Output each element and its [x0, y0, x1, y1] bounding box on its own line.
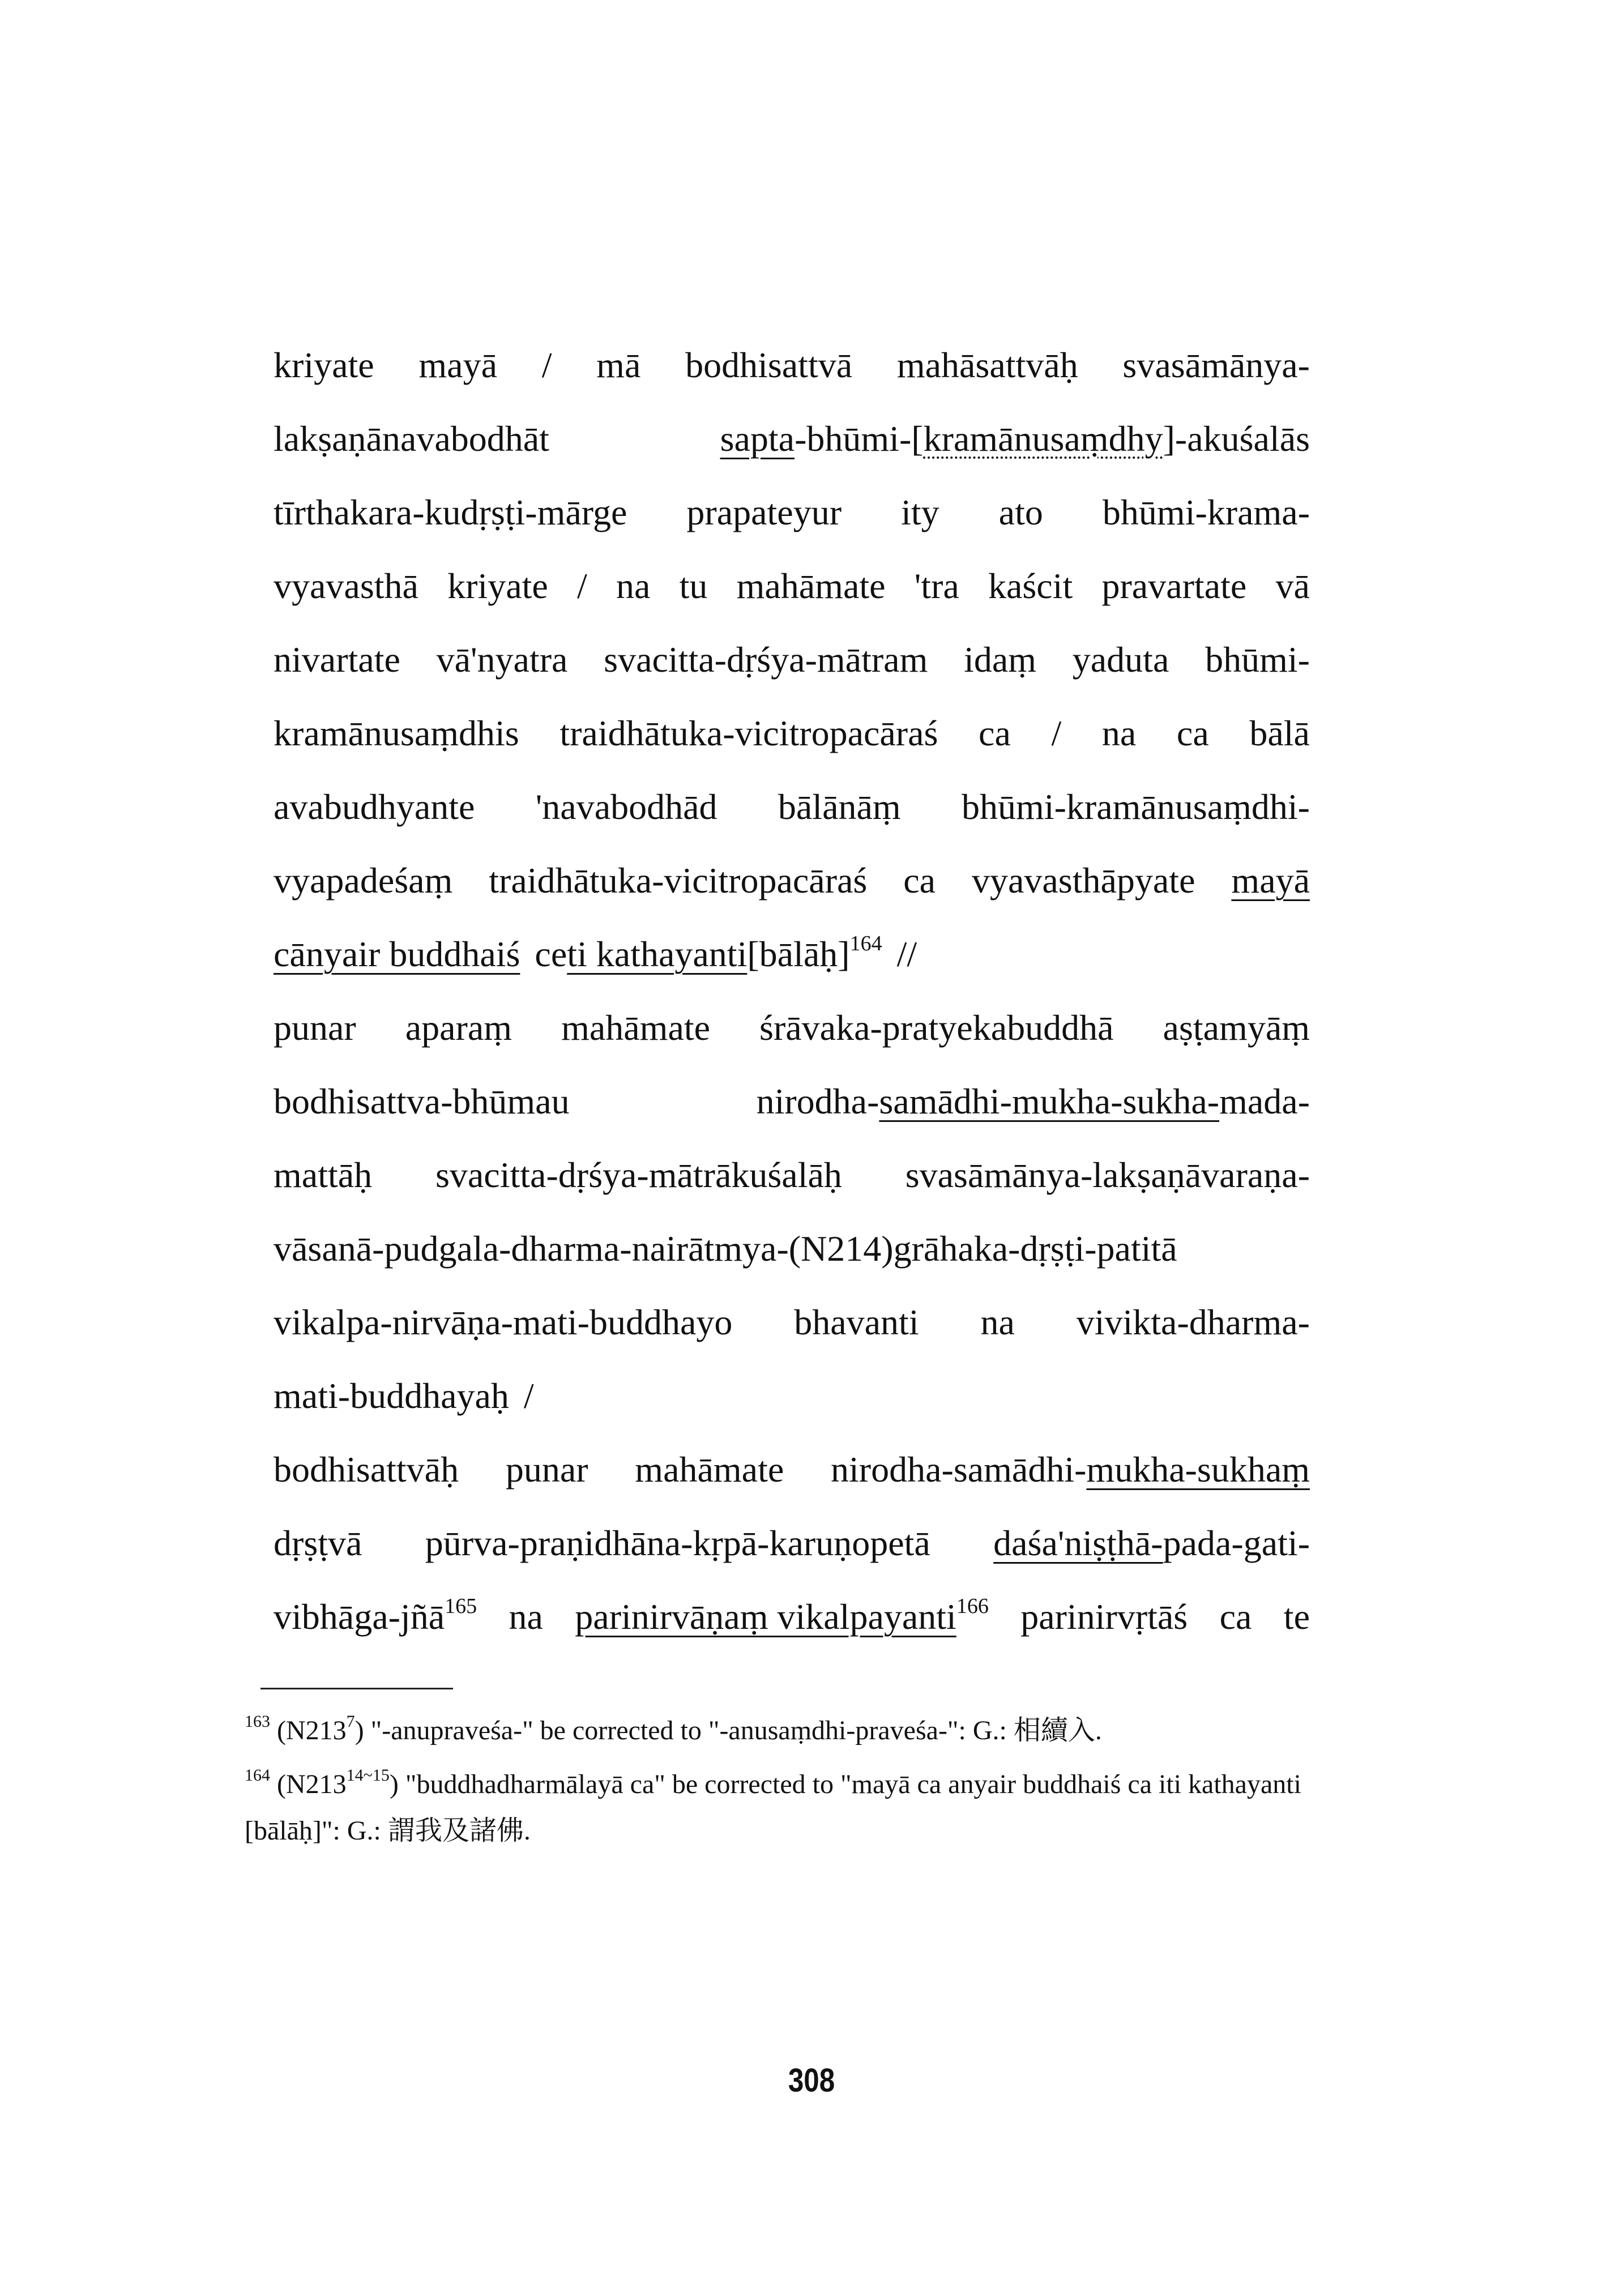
footnote-ref[interactable]: 166: [956, 1594, 989, 1618]
dotted-underlined-text: kramānusaṃdhy: [923, 419, 1163, 459]
footnote-text: "-anupraveśa-" be corrected to "-anusaṃdhi-praveśa-": G.: 相續入.: [370, 1715, 1102, 1746]
text-line: mati-buddhayaḥ /: [274, 1376, 534, 1416]
footnote-number: 163: [245, 1712, 270, 1731]
text-line: dṛṣṭvā pūrva-praṇidhāna-kṛpā-karuṇopetā daśa'niṣṭhā-pada-gati-: [274, 1523, 1310, 1563]
footnote-divider: [260, 1688, 453, 1689]
text-line: bodhisattva-bhūmau nirodha-samādhi-mukha-sukha-mada-: [274, 1081, 1310, 1121]
underlined-text: parinirvāṇaṃ vikalpayanti: [575, 1597, 956, 1637]
text-line: avabudhyante 'navabodhād bālānāṃ bhūmi-kramānusaṃdhi-: [274, 787, 1310, 827]
footnote: $^{163}$ $(N213^7)$ "-anupraveśa-" be corrected to "-anusaṃdhi-praveśa-": G.: 相續入.: [245, 1712, 1102, 1746]
text-line: tīrthakara-kudṛṣṭi-mārge prapateyur ity ato bhūmi-krama-: [274, 492, 1310, 532]
text-line: vibhāga-jñā$^{165}$ na parinirvāṇaṃ vikalpayanti$^{166}$ parinirvṛtāś ca te: [274, 1594, 1310, 1637]
footnote-number: 164: [245, 1766, 270, 1785]
text-line: cānyair buddhaiś ceti kathayanti [bālāḥ]$^{164}$ //: [274, 917, 1310, 991]
text-line: vyapadeśaṃ traidhātuka-vicitropacāraś ca vyavasthāpyate mayā: [274, 844, 1310, 917]
text-line: mattāḥ svacitta-dṛśya-mātrākuśalāḥ svasāmānya-lakṣaṇāvaraṇa-: [274, 1155, 1310, 1195]
footnote-text: "buddhadharmālayā ca" be corrected to "mayā ca anyair buddhaiś ca iti kathayanti [bālāḥ]": G.: 謂我及諸佛.: [245, 1769, 1301, 1846]
underlined-text: mukha-sukhaṃ: [1086, 1449, 1310, 1490]
underlined-text: samādhi-mukha-sukha-: [879, 1081, 1220, 1121]
text-line: kriyate mayā / mā bodhisattvā mahāsattvāḥ svasāmānya-: [274, 345, 1310, 385]
underlined-text: sapta: [720, 419, 795, 459]
text-line: nivartate vā'nyatra svacitta-dṛśya-mātram idaṃ yaduta bhūmi-: [274, 639, 1310, 680]
text-line: kramānusaṃdhis traidhātuka-vicitropacāraś ca / na ca bālā: [274, 713, 1310, 753]
text-line: vāsanā-pudgala-dharma-nairātmya-(N214)grāhaka-dṛṣṭi-patitā: [274, 1228, 1177, 1269]
footnote-ref[interactable]: 165: [445, 1594, 477, 1618]
footnote-ref[interactable]: 164: [849, 932, 882, 955]
text-line: bodhisattvāḥ punar mahāmate nirodha-samādhi-mukha-sukhaṃ: [274, 1449, 1310, 1490]
text-line: vyavasthā kriyate / na tu mahāmate 'tra kaścit pravartate vā: [274, 566, 1310, 606]
underlined-text: mayā: [1231, 860, 1310, 901]
text-line: lakṣaṇānavabodhāt sapta-bhūmi-[kramānusaṃdhy]-akuśalās: [274, 419, 1310, 459]
text-line: punar aparaṃ mahāmate śrāvaka-pratyekabuddhā aṣṭamyāṃ: [274, 1008, 1310, 1048]
page-number: 308: [788, 2062, 835, 2099]
text-line: vikalpa-nirvāṇa-mati-buddhayo bhavanti na vivikta-dharma-: [274, 1302, 1310, 1342]
footnote: $^{164}$ $(N213^{14\sim 15})$ "buddhadharmālayā ca" be corrected to "mayā ca anyair buddhaiś ca iti kathayanti [bālāḥ]": G.: 謂我及諸佛.: [245, 1766, 1301, 1846]
underlined-text: daśa'niṣṭhā-: [993, 1523, 1163, 1563]
underlined-text: ti kathayanti: [567, 934, 748, 974]
main-text: [274, 328, 1310, 1654]
underlined-text: cānyair buddhaiś: [274, 934, 520, 974]
